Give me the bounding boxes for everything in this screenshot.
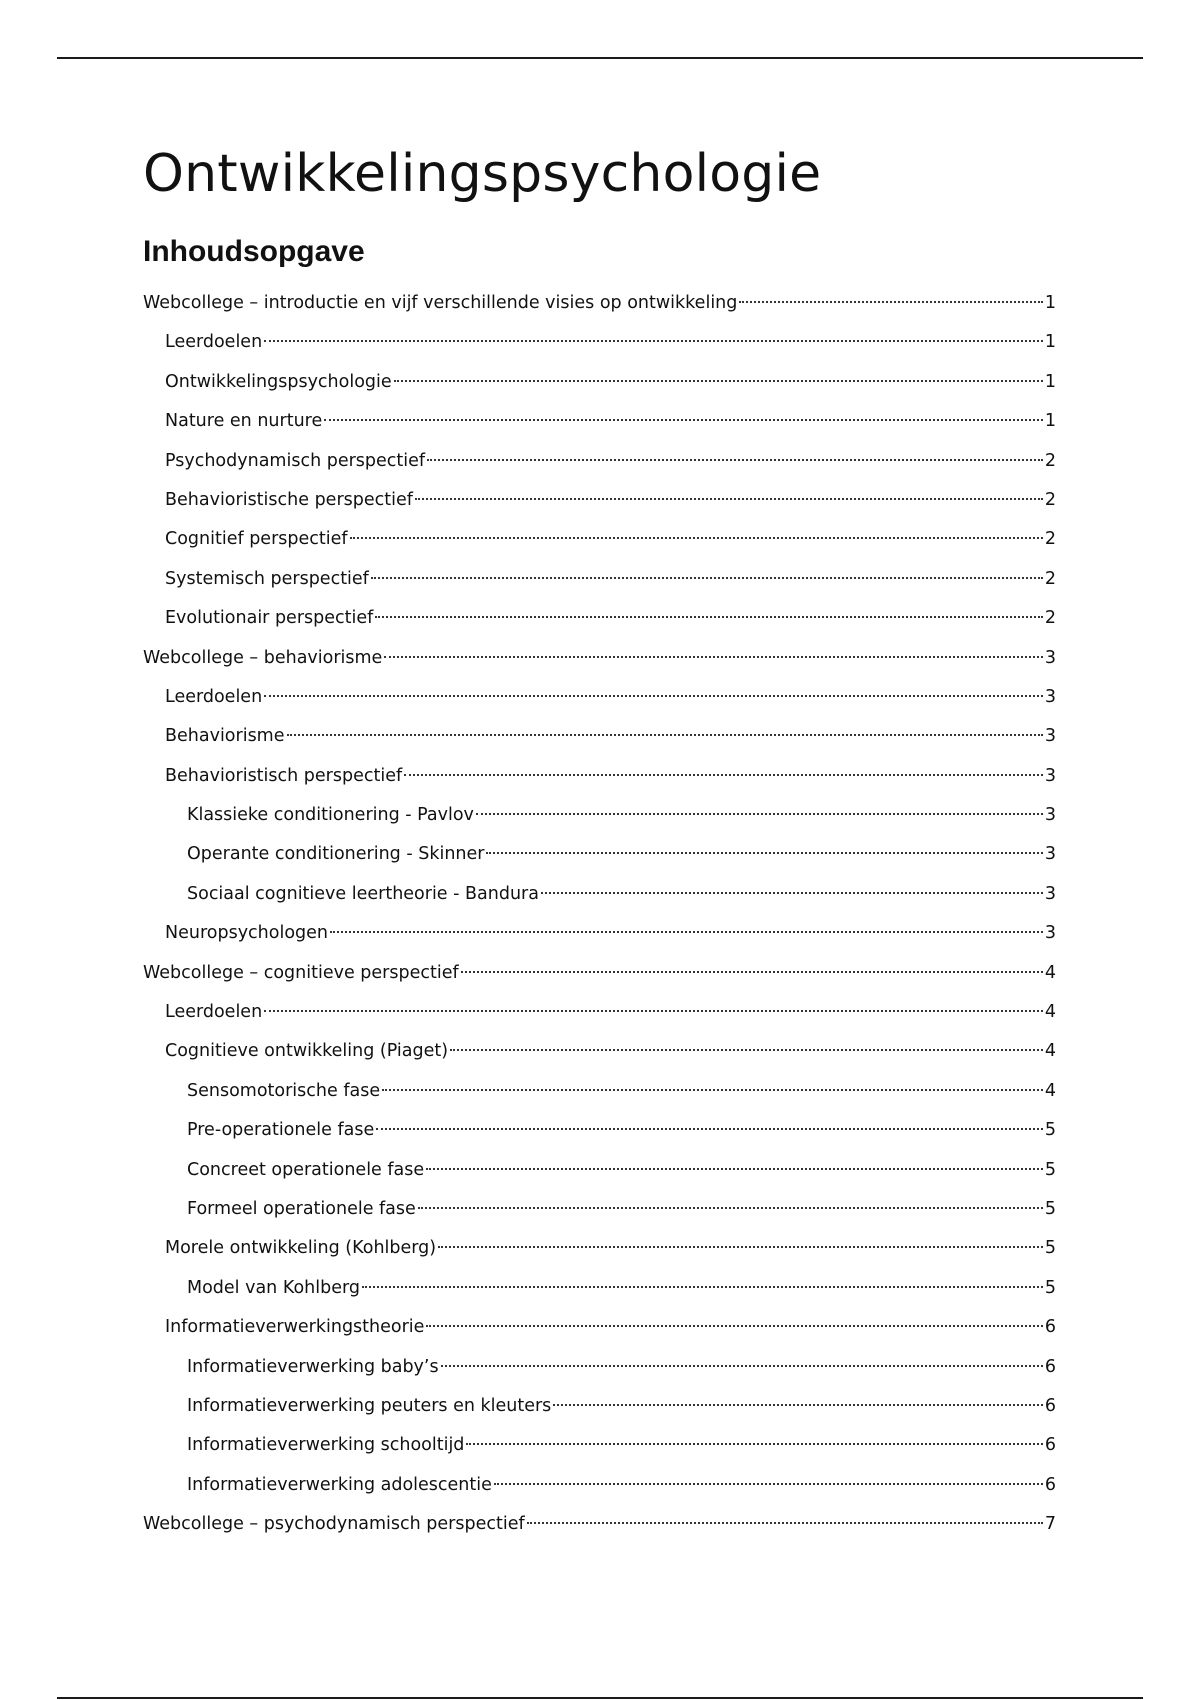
toc-dot-leader	[527, 1522, 1043, 1524]
toc-entry-title: Sociaal cognitieve leertheorie - Bandura	[187, 883, 539, 904]
toc-entry[interactable]	[143, 284, 1056, 323]
toc-dot-leader	[404, 774, 1043, 776]
toc-page-number: 1	[1044, 411, 1056, 432]
toc-entry-title: Webcollege – cognitieve perspectief	[143, 962, 459, 983]
toc-page-number: 4	[1044, 1041, 1056, 1062]
toc-entry[interactable]	[143, 1111, 1056, 1150]
toc-dot-leader	[426, 1325, 1042, 1327]
toc-dot-leader	[427, 459, 1043, 461]
toc-entry-title: Leerdoelen	[165, 1002, 263, 1023]
toc-dot-leader	[553, 1404, 1043, 1406]
toc-entry[interactable]	[143, 796, 1056, 835]
toc-dot-leader	[394, 380, 1043, 382]
bottom-rule	[57, 1697, 1143, 1699]
toc-dot-leader	[324, 419, 1043, 421]
toc-entry-title: Behaviorisme	[165, 726, 285, 747]
toc-page-number: 5	[1044, 1159, 1056, 1180]
toc-entry[interactable]	[143, 678, 1056, 717]
toc-entry[interactable]	[143, 1269, 1056, 1308]
toc-entry-title: Model van Kohlberg	[187, 1277, 360, 1298]
toc-entry-title: Sensomotorische fase	[187, 1080, 381, 1101]
toc-entry[interactable]	[143, 1505, 1056, 1544]
toc-page-number: 1	[1044, 332, 1056, 353]
toc-entry-title: Leerdoelen	[165, 332, 263, 353]
toc-dot-leader	[382, 1089, 1043, 1091]
toc-entry[interactable]	[143, 520, 1056, 559]
toc-entry-title: Leerdoelen	[165, 686, 263, 707]
toc-page-number: 3	[1044, 647, 1056, 668]
toc-page-number: 3	[1044, 805, 1056, 826]
toc-entry-title: Behavioristisch perspectief	[165, 765, 403, 786]
toc-dot-leader	[264, 340, 1043, 342]
toc-entry[interactable]	[143, 1466, 1056, 1505]
toc-entry-title: Webcollege – behaviorisme	[143, 647, 383, 668]
table-of-contents	[143, 284, 1056, 1545]
toc-dot-leader	[466, 1443, 1042, 1445]
toc-entry[interactable]	[143, 1229, 1056, 1268]
toc-entry[interactable]	[143, 402, 1056, 441]
toc-entry-title: Pre-operationele fase	[187, 1120, 375, 1141]
toc-entry[interactable]	[143, 1348, 1056, 1387]
toc-page-number: 3	[1044, 844, 1056, 865]
toc-dot-leader	[330, 931, 1043, 933]
toc-dot-leader	[486, 852, 1042, 854]
toc-entry[interactable]	[143, 442, 1056, 481]
toc-entry-title: Behavioristische perspectief	[165, 489, 413, 510]
toc-dot-leader	[350, 537, 1043, 539]
document-title: Ontwikkelingspsychologie	[143, 144, 822, 204]
toc-entry-title: Concreet operationele fase	[187, 1159, 425, 1180]
toc-entry-title: Neuropsychologen	[165, 923, 329, 944]
toc-dot-leader	[461, 971, 1043, 973]
toc-entry[interactable]	[143, 1072, 1056, 1111]
toc-dot-leader	[450, 1049, 1043, 1051]
toc-page-number: 7	[1044, 1514, 1056, 1535]
toc-dot-leader	[426, 1168, 1043, 1170]
toc-page-number: 4	[1044, 1080, 1056, 1101]
toc-dot-leader	[287, 734, 1043, 736]
toc-page-number: 3	[1044, 726, 1056, 747]
toc-entry[interactable]	[143, 1032, 1056, 1071]
toc-page-number: 3	[1044, 765, 1056, 786]
toc-dot-leader	[494, 1483, 1043, 1485]
toc-entry-title: Psychodynamisch perspectief	[165, 450, 426, 471]
toc-page-number: 2	[1044, 529, 1056, 550]
toc-entry-title: Webcollege – introductie en vijf verschillende visies op ontwikkeling	[143, 293, 738, 313]
toc-dot-leader	[264, 695, 1043, 697]
toc-page-number: 1	[1044, 371, 1056, 392]
toc-dot-leader	[371, 577, 1043, 579]
toc-entry[interactable]	[143, 363, 1056, 402]
toc-entry[interactable]	[143, 1426, 1056, 1465]
toc-page-number: 6	[1044, 1474, 1056, 1495]
toc-page-number: 4	[1044, 962, 1056, 983]
toc-dot-leader	[541, 892, 1043, 894]
toc-page-number: 6	[1044, 1317, 1056, 1338]
toc-entry[interactable]	[143, 323, 1056, 362]
toc-entry-title: Informatieverwerking peuters en kleuters	[187, 1395, 552, 1416]
toc-entry-title: Nature en nurture	[165, 411, 323, 432]
toc-entry[interactable]	[143, 835, 1056, 874]
toc-entry[interactable]	[143, 875, 1056, 914]
toc-page-number: 2	[1044, 608, 1056, 629]
toc-dot-leader	[375, 616, 1043, 618]
toc-page-number: 5	[1044, 1238, 1056, 1259]
toc-page-number: 3	[1044, 686, 1056, 707]
toc-dot-leader	[441, 1365, 1043, 1367]
toc-entry-title: Evolutionair perspectief	[165, 608, 374, 629]
toc-page-number: 1	[1044, 293, 1056, 313]
toc-entry-title: Formeel operationele fase	[187, 1198, 416, 1219]
toc-entry[interactable]	[143, 599, 1056, 638]
toc-dot-leader	[739, 301, 1042, 303]
toc-entry[interactable]	[143, 954, 1056, 993]
toc-entry[interactable]	[143, 639, 1056, 678]
toc-dot-leader	[415, 498, 1043, 500]
toc-page-number: 4	[1044, 1002, 1056, 1023]
toc-page-number: 2	[1044, 450, 1056, 471]
toc-entry-title: Morele ontwikkeling (Kohlberg)	[165, 1238, 437, 1259]
toc-entry-title: Systemisch perspectief	[165, 568, 369, 589]
toc-entry[interactable]	[143, 757, 1056, 796]
toc-page-number: 6	[1044, 1395, 1056, 1416]
toc-entry-title: Cognitief perspectief	[165, 529, 348, 550]
toc-page-number: 3	[1044, 923, 1056, 944]
toc-entry[interactable]	[143, 1190, 1056, 1229]
toc-dot-leader	[384, 656, 1043, 658]
toc-page-number: 6	[1044, 1356, 1056, 1377]
toc-entry[interactable]	[143, 914, 1056, 953]
toc-page-number: 5	[1044, 1198, 1056, 1219]
toc-page-number: 5	[1044, 1120, 1056, 1141]
toc-page-number: 3	[1044, 883, 1056, 904]
toc-dot-leader	[376, 1128, 1043, 1130]
toc-entry[interactable]	[143, 717, 1056, 756]
toc-page-number: 2	[1044, 489, 1056, 510]
toc-entry[interactable]	[143, 993, 1056, 1032]
toc-entry-title: Operante conditionering - Skinner	[187, 844, 485, 865]
toc-dot-leader	[264, 1010, 1043, 1012]
toc-entry-title: Informatieverwerking adolescentie	[187, 1474, 492, 1495]
toc-entry-title: Cognitieve ontwikkeling (Piaget)	[165, 1041, 449, 1062]
toc-heading: Inhoudsopgave	[143, 235, 365, 268]
toc-entry[interactable]	[143, 1151, 1056, 1190]
toc-entry-title: Informatieverwerking schooltijd	[187, 1435, 465, 1456]
toc-page-number: 5	[1044, 1277, 1056, 1298]
toc-entry[interactable]	[143, 560, 1056, 599]
toc-entry[interactable]	[143, 481, 1056, 520]
top-rule	[57, 57, 1143, 59]
toc-page-number: 6	[1044, 1435, 1056, 1456]
toc-dot-leader	[438, 1246, 1043, 1248]
toc-entry-title: Informatieverwerking baby’s	[187, 1356, 439, 1377]
toc-page-number: 2	[1044, 568, 1056, 589]
toc-entry[interactable]	[143, 1387, 1056, 1426]
toc-entry-title: Klassieke conditionering - Pavlov	[187, 805, 474, 826]
toc-entry-title: Informatieverwerkingstheorie	[165, 1317, 425, 1338]
toc-entry-title: Ontwikkelingspsychologie	[165, 371, 392, 392]
toc-dot-leader	[418, 1207, 1043, 1209]
toc-entry-title: Webcollege – psychodynamisch perspectief	[143, 1514, 525, 1535]
toc-dot-leader	[362, 1286, 1043, 1288]
toc-dot-leader	[476, 813, 1043, 815]
toc-entry[interactable]	[143, 1308, 1056, 1347]
